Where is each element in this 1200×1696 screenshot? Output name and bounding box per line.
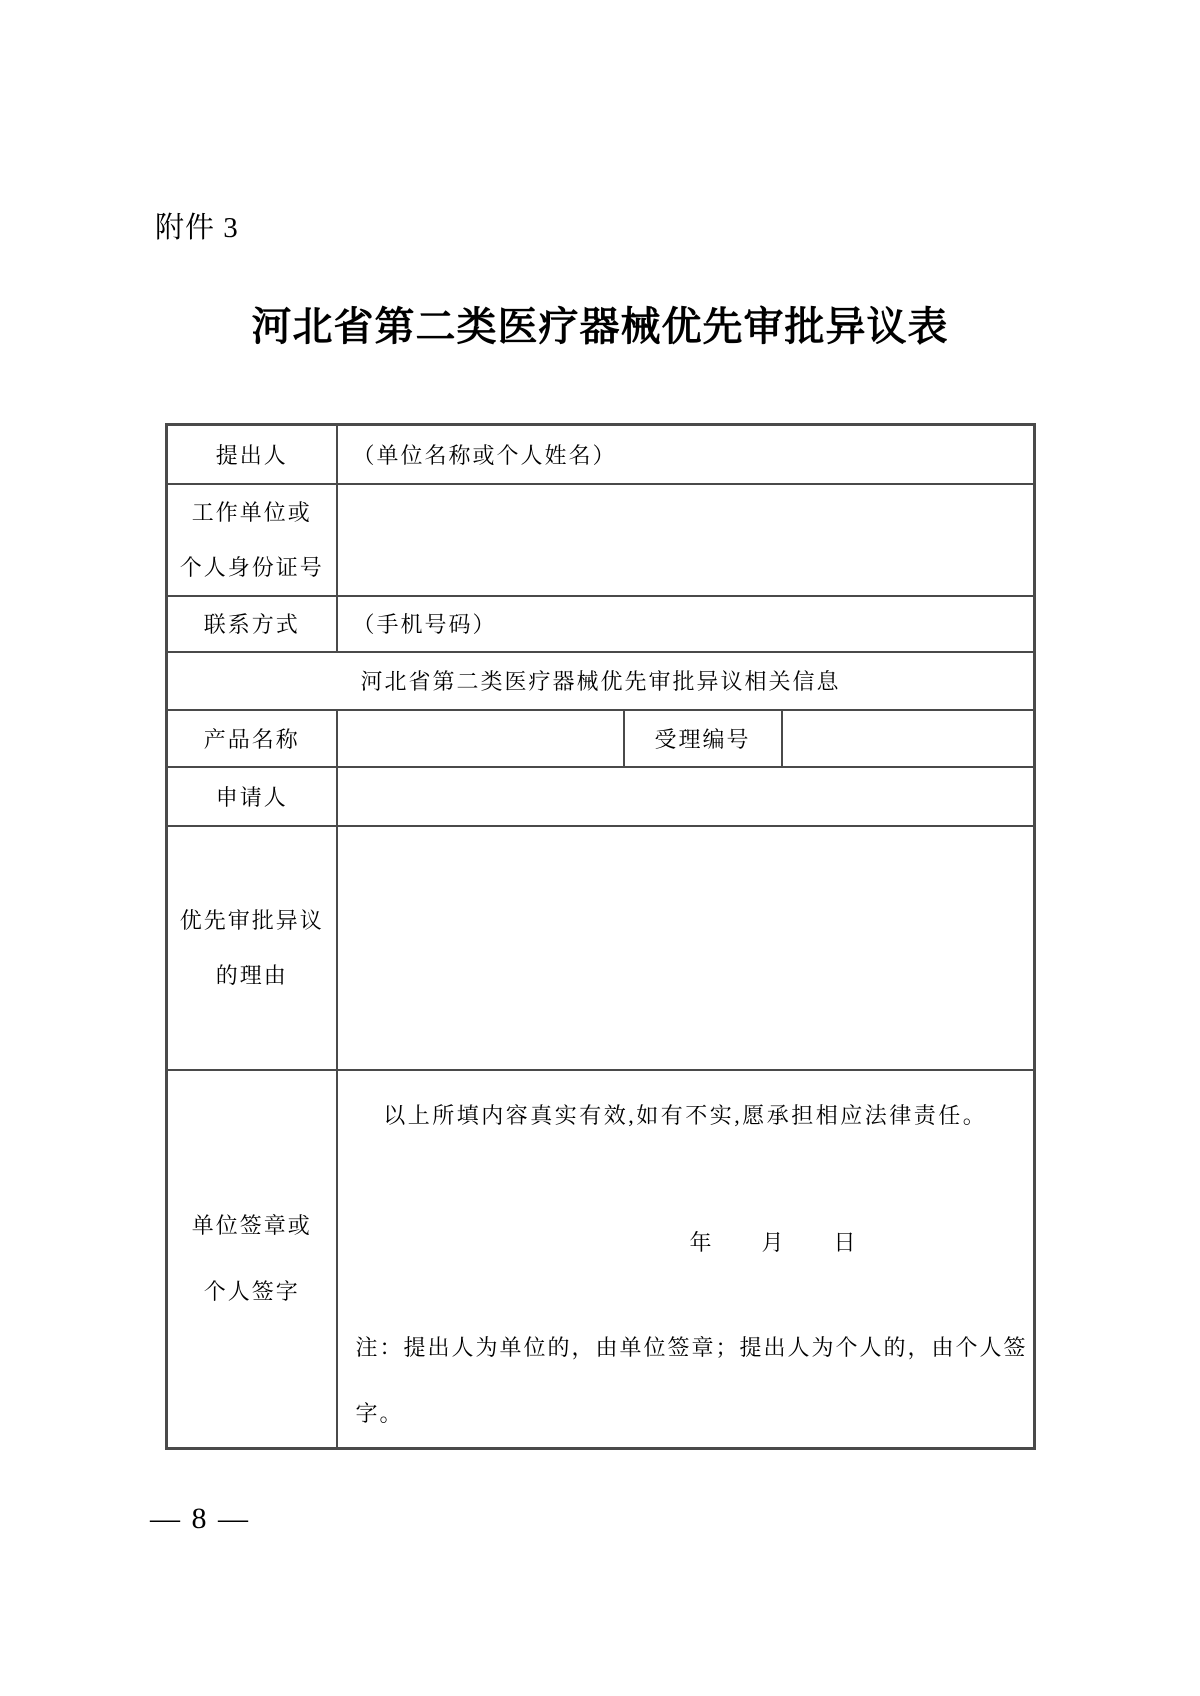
work-unit-value-cell xyxy=(337,484,1035,596)
signature-content-cell xyxy=(337,1070,1035,1449)
page-title: 河北省第二类医疗器械优先审批异议表 xyxy=(251,304,949,349)
signature-label-line2: 个人签字 xyxy=(203,1278,300,1304)
date-line: 年 月 日 xyxy=(689,1229,858,1255)
acceptance-number-label: 受理编号 xyxy=(624,710,782,767)
objection-reason-label-line2: 的理由 xyxy=(215,962,288,988)
objection-reason-label xyxy=(167,826,337,1070)
applicant-label: 申请人 xyxy=(167,767,337,826)
work-unit-label-line1: 工作单位或 xyxy=(191,499,312,525)
contact-label: 联系方式 xyxy=(167,596,337,652)
work-unit-label xyxy=(167,484,337,596)
product-name-label: 产品名称 xyxy=(167,710,337,767)
row-product xyxy=(167,710,1035,767)
attachment-label: 附件 3 xyxy=(155,212,239,244)
row-proposer xyxy=(167,425,1035,484)
proposer-label: 提出人 xyxy=(167,425,337,484)
product-name-value-cell xyxy=(337,710,624,767)
work-unit-label-line2: 个人身份证号 xyxy=(179,554,324,580)
page-number: — 8 — xyxy=(150,1502,250,1535)
contact-value-cell: （手机号码） xyxy=(337,596,1035,652)
section-header: 河北省第二类医疗器械优先审批异议相关信息 xyxy=(167,652,1035,710)
row-section-header xyxy=(167,652,1035,710)
proposer-value-cell: （单位名称或个人姓名） xyxy=(337,425,1035,484)
applicant-value-cell xyxy=(337,767,1035,826)
signature-note: 注：提出人为单位的，由单位签章；提出人为个人的，由个人签字。 xyxy=(355,1334,1028,1426)
signature-label-line1: 单位签章或 xyxy=(191,1212,312,1238)
objection-reason-label-line1: 优先审批异议 xyxy=(179,907,324,933)
objection-form-table xyxy=(165,423,1036,1450)
acceptance-number-value-cell xyxy=(782,710,1035,767)
objection-reason-value-cell xyxy=(337,826,1035,1070)
signature-label xyxy=(167,1070,337,1449)
row-signature xyxy=(167,1070,1035,1449)
declaration-text: 以上所填内容真实有效,如有不实,愿承担相应法律责任。 xyxy=(383,1102,988,1128)
row-contact xyxy=(167,596,1035,652)
row-applicant xyxy=(167,767,1035,826)
row-objection-reason xyxy=(167,826,1035,1070)
row-work-unit xyxy=(167,484,1035,596)
